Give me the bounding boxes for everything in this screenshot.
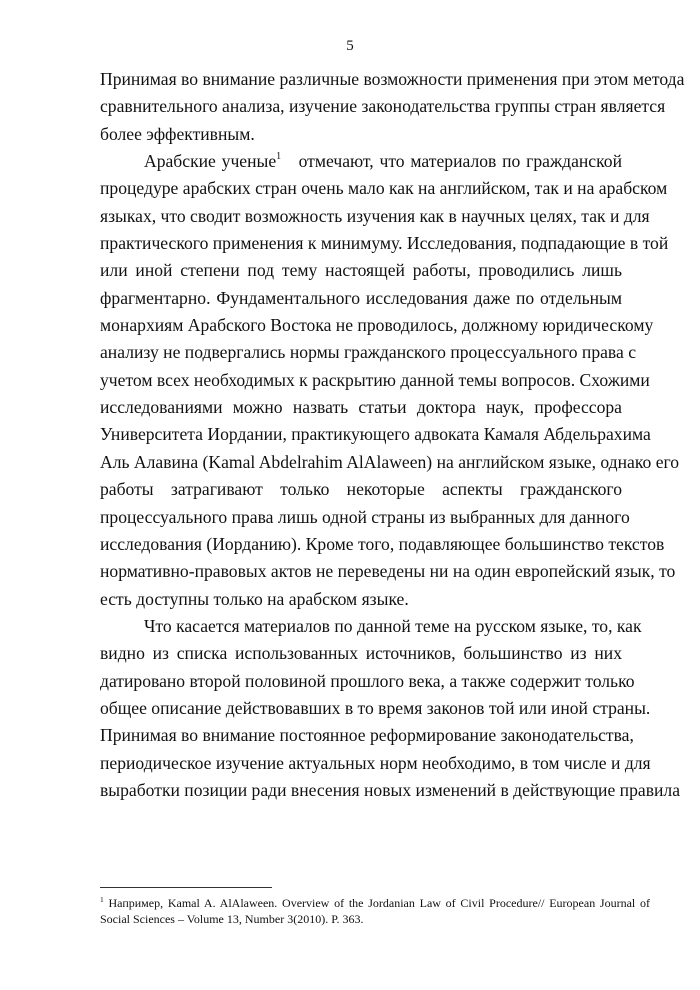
text-line: датировано второй половиной прошлого века, а также содержит только [100,670,635,691]
text-line: периодическое изучение актуальных норм необходимо, в том числе и для [100,752,651,773]
text-line: работы затрагивают только некоторые аспекты гражданского [100,479,622,500]
text-line: Принимая во внимание постоянное реформирование законодательства, [100,725,634,746]
text-fragment: отмечают, что материалов по гражданской [298,151,622,172]
text-line: есть доступны только на арабском языке. [100,588,409,609]
text-fragment: Арабские ученые [144,151,277,172]
page-number: 5 [346,38,354,54]
text-line: процессуального права лишь одной страны из выбранных для данного [100,506,630,527]
text-line: фрагментарно. Фундаментального исследования даже по отдельным [100,287,622,308]
text-line: сравнительного анализа, изучение законодательства группы стран является [100,96,666,117]
text-line [100,148,622,175]
footnote-separator [100,887,272,888]
text-line: Принимая во внимание различные возможности применения при этом метода [100,69,685,89]
text-line: более эффективным. [100,123,255,144]
text-line: языках, что сводит возможность изучения как в научных целях, так и для [100,205,650,226]
text-line: Что касается материалов по данной теме на русском языке, то, как [144,615,642,636]
text-line: нормативно-правовых актов не переведены ни на один европейский язык, то [100,561,676,582]
text-line: процедуре арабских стран очень мало как на английском, так и на арабском [100,178,668,199]
text-line: исследованиями можно назвать статьи доктора наук, профессора [100,397,622,418]
text-line: исследования (Иорданию). Кроме того, подавляющее большинство текстов [100,533,665,554]
footnote-reference: 1 [276,151,282,163]
paragraph-1 [100,66,685,148]
text-line: Университета Иордании, практикующего адвоката Камаля Абдельрахима [100,424,651,445]
text-line: выработки позиции ради внесения новых изменений в действующие правила [100,779,681,800]
paragraph-2 [100,148,680,613]
paragraph-3 [100,613,681,804]
body-text [100,66,685,804]
text-line: учетом всех необходимых к раскрытию данной темы вопросов. Схожими [100,369,650,390]
footnote-marker: 1 [100,895,104,904]
text-line: практического применения к минимуму. Исследования, подпадающие в той [100,233,669,254]
text-line: общее описание действовавших в то время законов той или иной страны. [100,697,651,718]
text-line: или иной степени под тему настоящей работы, проводились лишь [100,260,622,281]
text-line: монархиям Арабского Востока не проводилось, должному юридическому [100,315,654,336]
text-line: Аль Алавина (Kamal Abdelrahim AlAlaween) на английском языке, однако его [100,451,680,472]
footnote-text: Например, Kamal A. AlAlaween. Overview of the Jordanian Law of Civil Procedure// European Journal of Social Sciences – Volume 13, Number 3(2010). P. 363. [100,896,650,926]
footnote [100,896,650,927]
text-line: анализу не подвергались нормы гражданского процессуального права с [100,342,637,363]
text-line: видно из списка использованных источников, большинство из них [100,643,622,664]
